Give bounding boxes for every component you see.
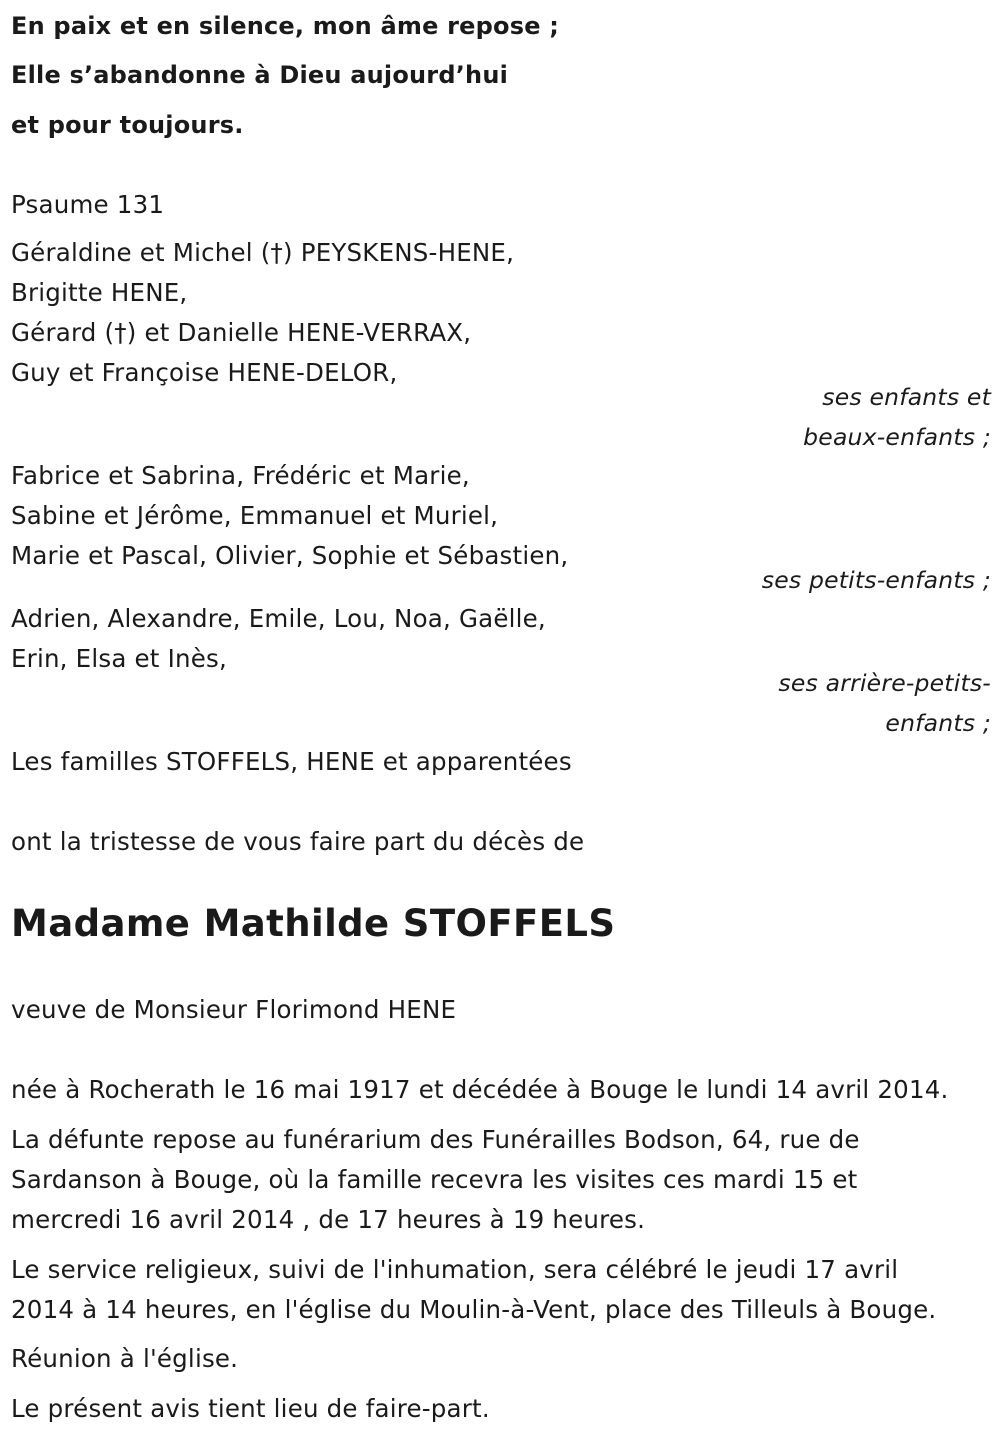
grandchild-name: Marie et Pascal, Olivier, Sophie et Sébastien, xyxy=(11,541,569,570)
grandchild-name: Sabine et Jérôme, Emmanuel et Muriel, xyxy=(11,501,499,530)
child-name: Guy et Françoise HENE-DELOR, xyxy=(11,358,398,387)
widow-of: veuve de Monsieur Florimond HENE xyxy=(11,995,457,1024)
rest-info: La défunte repose au funérarium des Funérailles Bodson, 64, rue de xyxy=(11,1125,860,1154)
child-name: Géraldine et Michel (†) PEYSKENS-HENE, xyxy=(11,238,515,267)
poem-line-3: et pour toujours. xyxy=(11,111,244,139)
grandchild-name: Fabrice et Sabrina, Frédéric et Marie, xyxy=(11,461,470,490)
great-grandchild-name: Adrien, Alexandre, Emile, Lou, Noa, Gaëlle, xyxy=(11,604,546,633)
grandchildren-relation: ses petits-enfants ; xyxy=(761,566,991,594)
birth-death: née à Rocherath le 16 mai 1917 et décédée à Bouge le lundi 14 avril 2014. xyxy=(11,1075,949,1104)
rest-info: mercredi 16 avril 2014 , de 17 heures à 19 heures. xyxy=(11,1205,646,1234)
deceased-name: Madame Mathilde STOFFELS xyxy=(11,902,616,945)
great-grandchildren-relation: enfants ; xyxy=(885,709,991,737)
announcement: ont la tristesse de vous faire part du décès de xyxy=(11,827,585,856)
child-name: Gérard (†) et Danielle HENE-VERRAX, xyxy=(11,318,472,347)
children-relation: beaux-enfants ; xyxy=(803,423,991,451)
service-info: 2014 à 14 heures, en l'église du Moulin-à-Vent, place des Tilleuls à Bouge. xyxy=(11,1295,937,1324)
child-name: Brigitte HENE, xyxy=(11,278,188,307)
children-relation: ses enfants et xyxy=(822,383,991,411)
notice-statement: Le présent avis tient lieu de faire-part. xyxy=(11,1394,490,1423)
poem-line-1: En paix et en silence, mon âme repose ; xyxy=(11,12,560,40)
great-grandchildren-relation: ses arrière-petits- xyxy=(778,669,991,697)
service-info: Le service religieux, suivi de l'inhumation, sera célébré le jeudi 17 avril xyxy=(11,1255,899,1284)
meeting-info: Réunion à l'église. xyxy=(11,1344,239,1373)
rest-info: Sardanson à Bouge, où la famille recevra les visites ces mardi 15 et xyxy=(11,1165,858,1194)
families: Les familles STOFFELS, HENE et apparentées xyxy=(11,747,572,776)
poem-line-2: Elle s’abandonne à Dieu aujourd’hui xyxy=(11,61,509,89)
great-grandchild-name: Erin, Elsa et Inès, xyxy=(11,644,227,673)
poem-source: Psaume 131 xyxy=(11,190,165,219)
